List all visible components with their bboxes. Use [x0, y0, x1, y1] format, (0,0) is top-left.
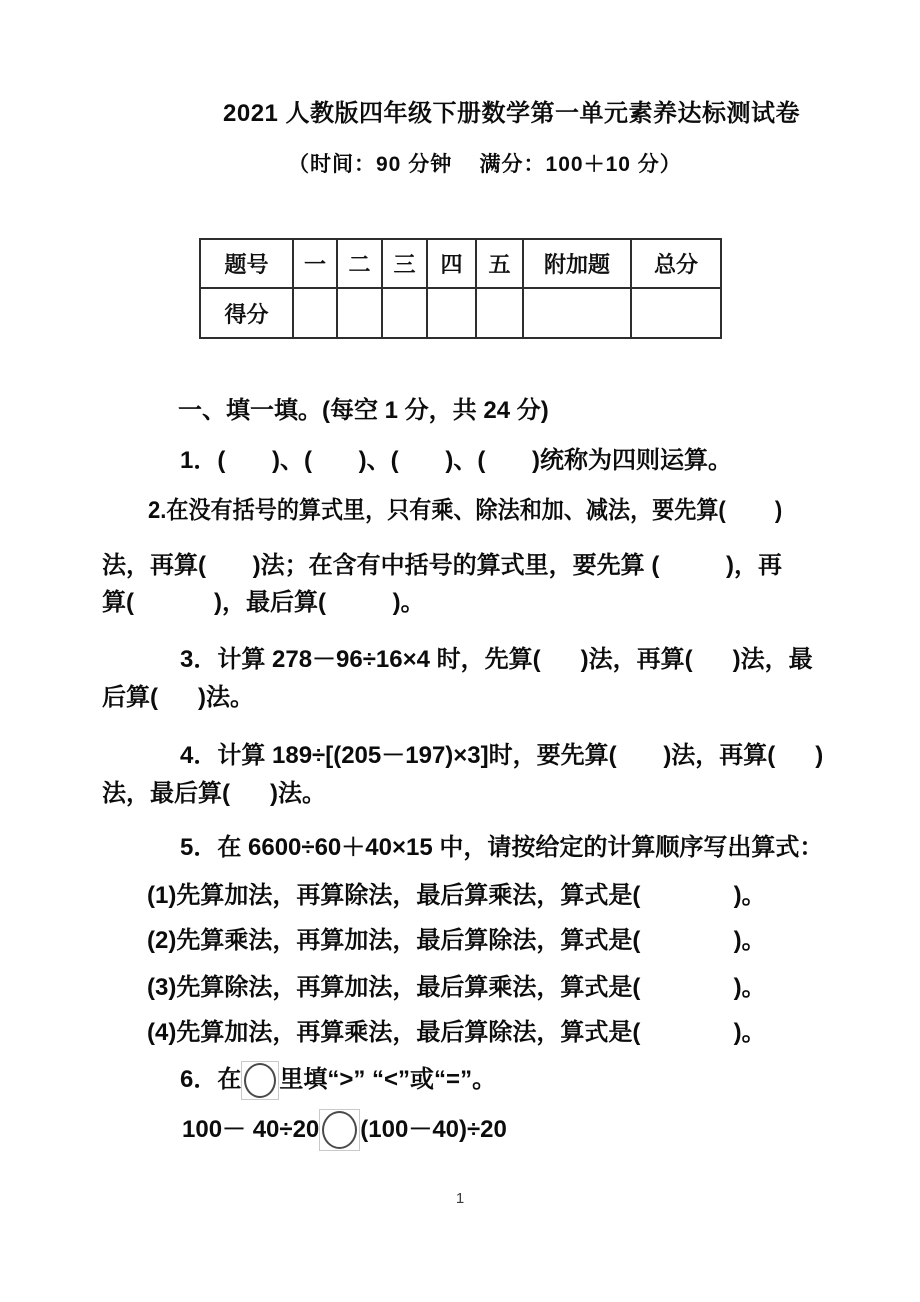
- header-cell-part-3: 三: [382, 239, 427, 288]
- question-6-suffix: 里填“>” “<”或“=”。: [279, 1066, 497, 1093]
- question-5-item-3: (3)先算除法，再算加法，最后算乘法，算式是( )。: [147, 974, 766, 1001]
- header-cell-total: 总分: [631, 239, 721, 288]
- question-2-line-2: 法，再算( )法；在含有中括号的算式里，要先算 ( )，再: [102, 552, 782, 579]
- circle-blank-icon: [241, 1061, 279, 1100]
- question-1: 1．( )、( )、( )、( )统称为四则运算。: [180, 447, 732, 474]
- section-1-heading: 一、填一填。(每空 1 分，共 24 分): [178, 397, 549, 424]
- header-cell-part-1: 一: [293, 239, 337, 288]
- header-cell-part-5: 五: [476, 239, 523, 288]
- question-5-item-2: (2)先算乘法，再算加法，最后算除法，算式是( )。: [147, 927, 766, 954]
- question-6-expression-line: [182, 1108, 507, 1152]
- question-6-line: [180, 1059, 496, 1101]
- exam-info: （时间：90 分钟 满分：100＋10 分）: [288, 153, 682, 176]
- question-2-line-3: 算( )，最后算( )。: [102, 589, 425, 616]
- page-number: 1: [455, 1190, 465, 1207]
- expression-left: 100－ 40÷20: [182, 1116, 320, 1143]
- page-title: 2021 人教版四年级下册数学第一单元素养达标测试卷: [223, 100, 801, 127]
- header-cell-part-4: 四: [427, 239, 476, 288]
- score-cell: [476, 288, 523, 338]
- question-5-item-4: (4)先算加法，再算乘法，最后算除法，算式是( )。: [147, 1019, 766, 1046]
- question-3-line-2: 后算( )法。: [102, 684, 254, 711]
- score-cell: [427, 288, 476, 338]
- question-5-head: 5．在 6600÷60＋40×15 中，请按给定的计算顺序写出算式：: [180, 834, 824, 861]
- question-3-line-1: 3．计算 278－96÷16×4 时，先算( )法，再算( )法，最: [180, 646, 813, 673]
- question-2-line-1: 2.在没有括号的算式里，只有乘、除法和加、减法，要先算( ): [148, 497, 783, 524]
- score-cell: [523, 288, 631, 338]
- score-cell: [337, 288, 382, 338]
- score-table: [199, 238, 722, 339]
- score-cell: [631, 288, 721, 338]
- header-cell-part-2: 二: [337, 239, 382, 288]
- question-6-prefix: 6．在: [180, 1066, 242, 1093]
- score-table-header-row: [200, 239, 721, 288]
- score-table-score-row: [200, 288, 721, 338]
- circle-blank-icon: [319, 1109, 360, 1151]
- header-cell-question-number: 题号: [200, 239, 293, 288]
- question-4-line-1: 4．计算 189÷[(205－197)×3]时，要先算( )法，再算( ): [180, 742, 824, 769]
- header-cell-bonus: 附加题: [523, 239, 631, 288]
- score-row-label: 得分: [200, 288, 293, 338]
- score-cell: [293, 288, 337, 338]
- score-cell: [382, 288, 427, 338]
- question-4-line-2: 法，最后算( )法。: [102, 780, 326, 807]
- question-5-item-1: (1)先算加法，再算除法，最后算乘法，算式是( )。: [147, 882, 766, 909]
- expression-right: (100－40)÷20: [360, 1116, 507, 1143]
